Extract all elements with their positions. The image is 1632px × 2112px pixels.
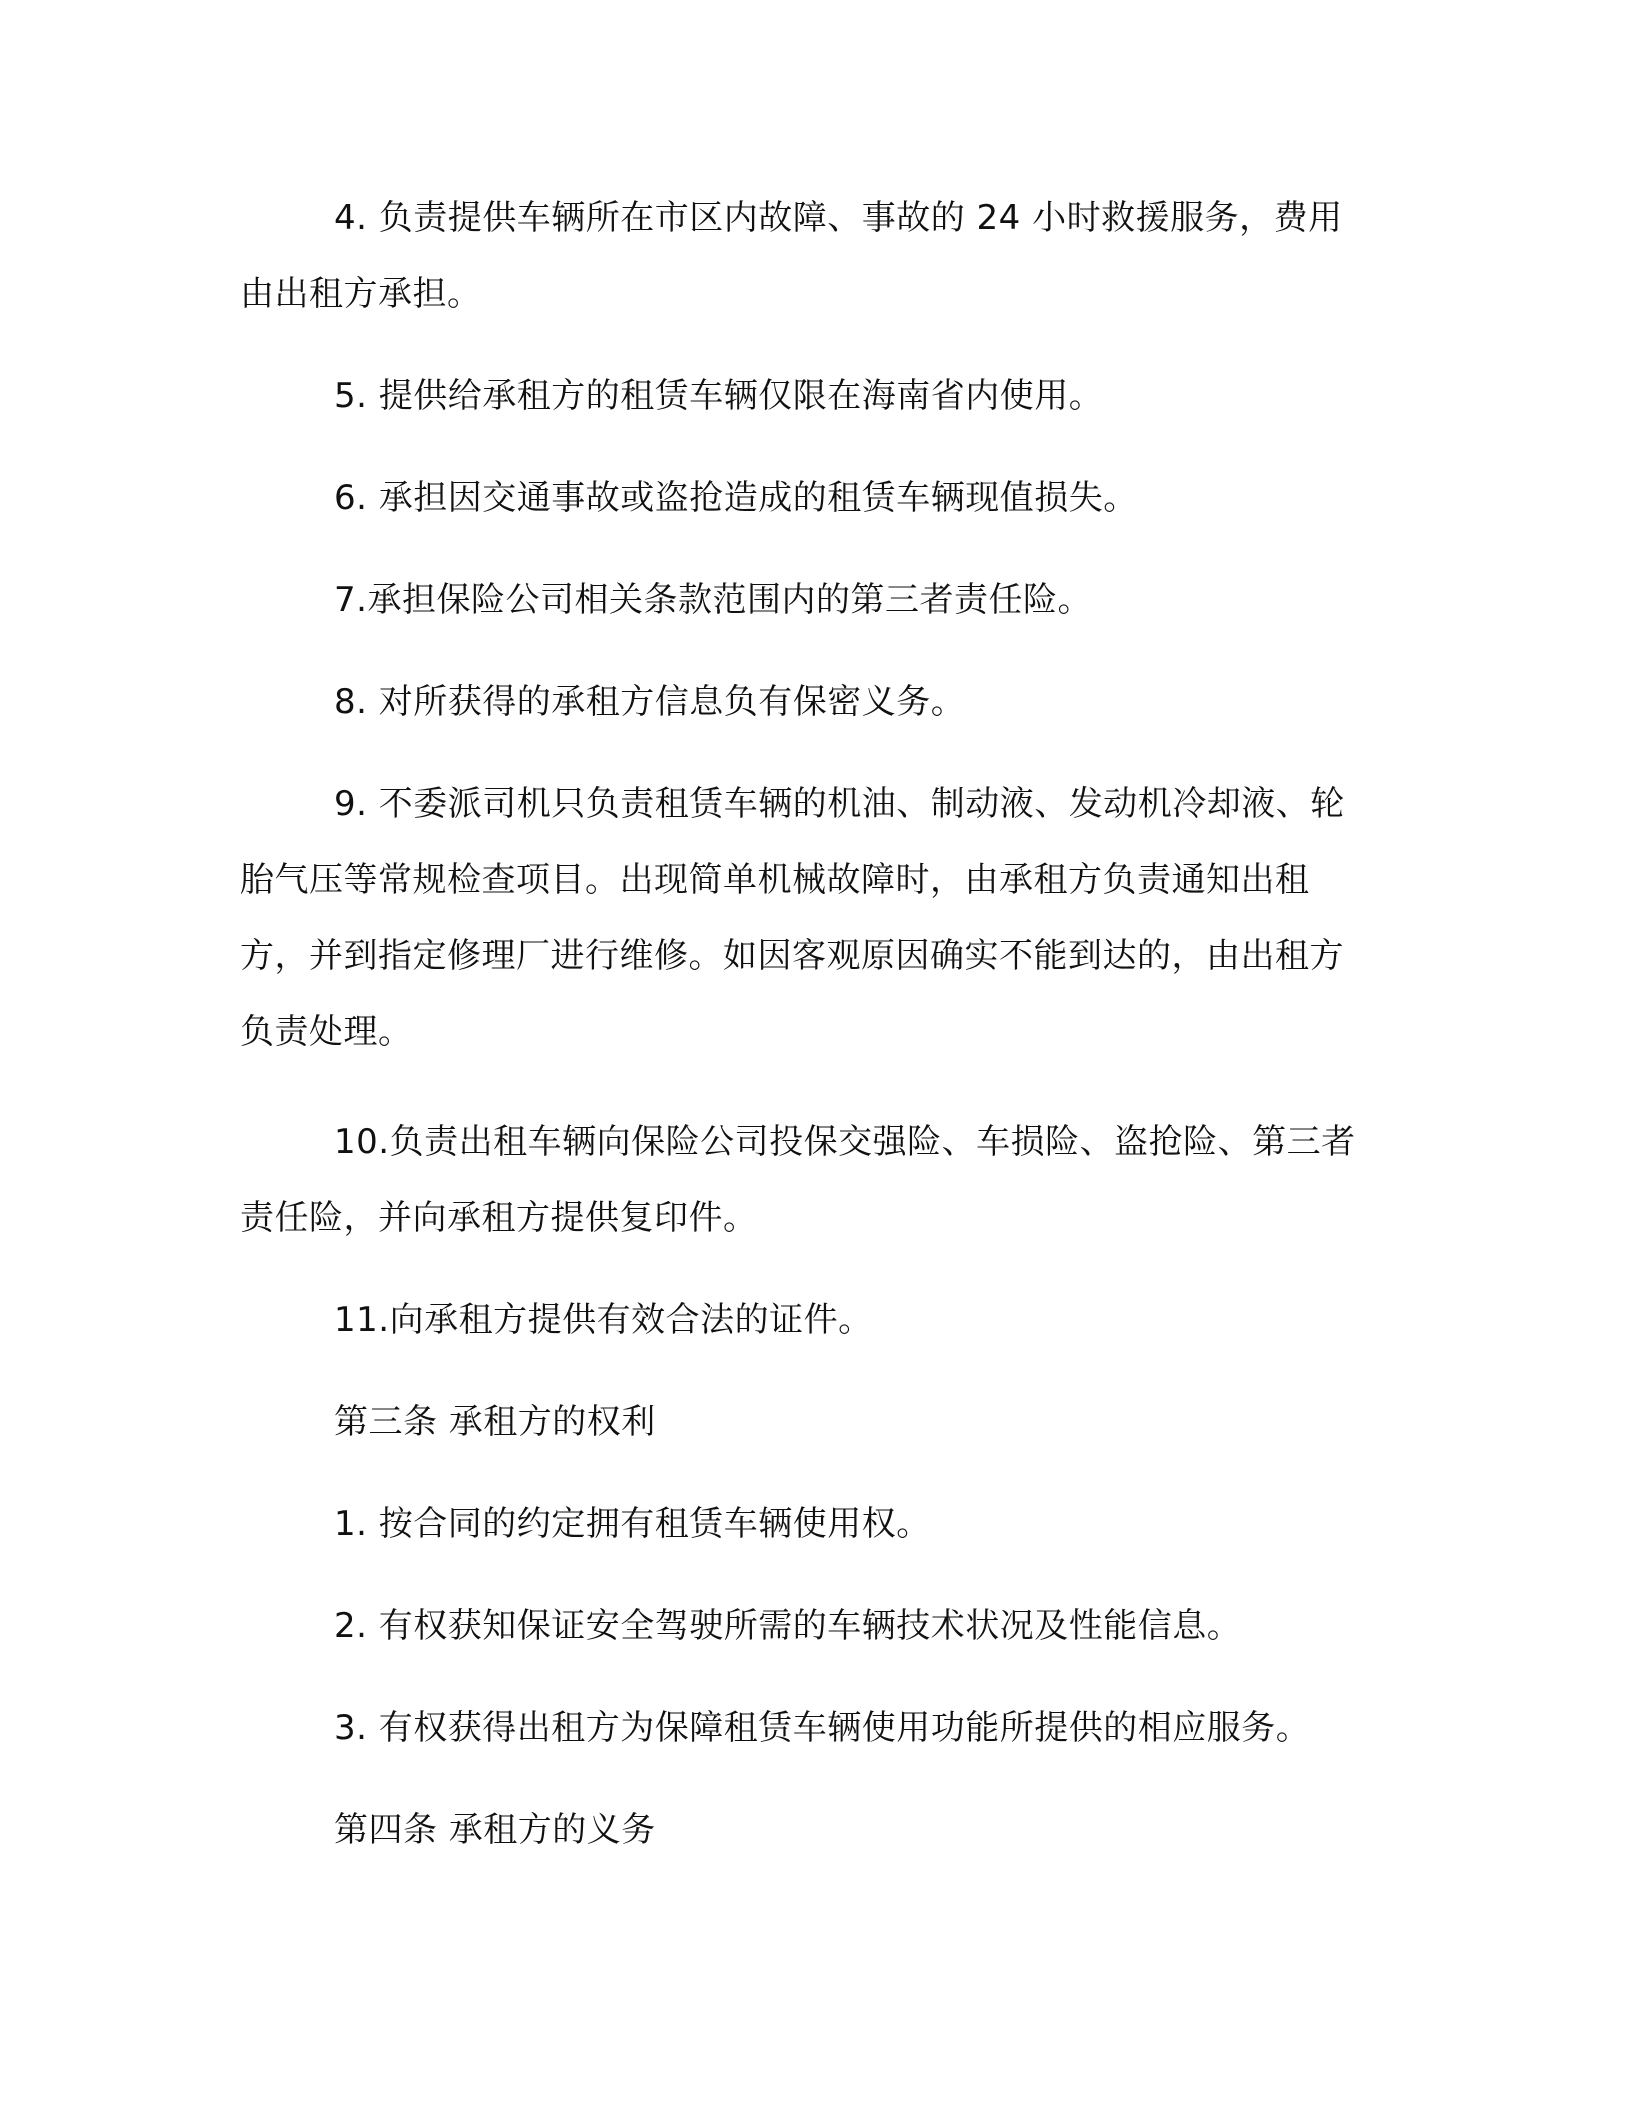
section-heading-article-3: 第三条 承租方的权利 [334,1402,656,1442]
paragraph-item-9: 9. 不委派司机只负责租赁车辆的机油、制动液、发动机冷却液、轮胎气压等常规检查项目。出现简单机械故障时，由承租方负责通知出租方，并到指定修理厂进行维修。如因客观原因确实不能到达的，由出租方负责处理。 [240,784,1345,1052]
paragraph-item-7: 7.承担保险公司相关条款范围内的第三者责任险。 [334,580,1092,620]
paragraph-item-4: 4. 负责提供车辆所在市区内故障、事故的 24 小时救援服务，费用由出租方承担。 [240,198,1343,314]
paragraph-item-11: 11.向承租方提供有效合法的证件。 [334,1300,873,1340]
paragraph-right-2: 2. 有权获知保证安全驾驶所需的车辆技术状况及性能信息。 [334,1606,1242,1646]
paragraph-right-3: 3. 有权获得出租方为保障租赁车辆使用功能所提供的相应服务。 [334,1708,1311,1748]
paragraph-item-10: 10.负责出租车辆向保险公司投保交强险、车损险、盗抢险、第三者责任险，并向承租方提供复印件。 [240,1122,1356,1238]
section-heading-article-4: 第四条 承租方的义务 [334,1810,656,1850]
paragraph-item-8: 8. 对所获得的承租方信息负有保密义务。 [334,682,966,722]
paragraph-item-5: 5. 提供给承租方的租赁车辆仅限在海南省内使用。 [334,376,1104,416]
paragraph-right-1: 1. 按合同的约定拥有租赁车辆使用权。 [334,1504,931,1544]
paragraph-item-6: 6. 承担因交通事故或盗抢造成的租赁车辆现值损失。 [334,478,1138,518]
